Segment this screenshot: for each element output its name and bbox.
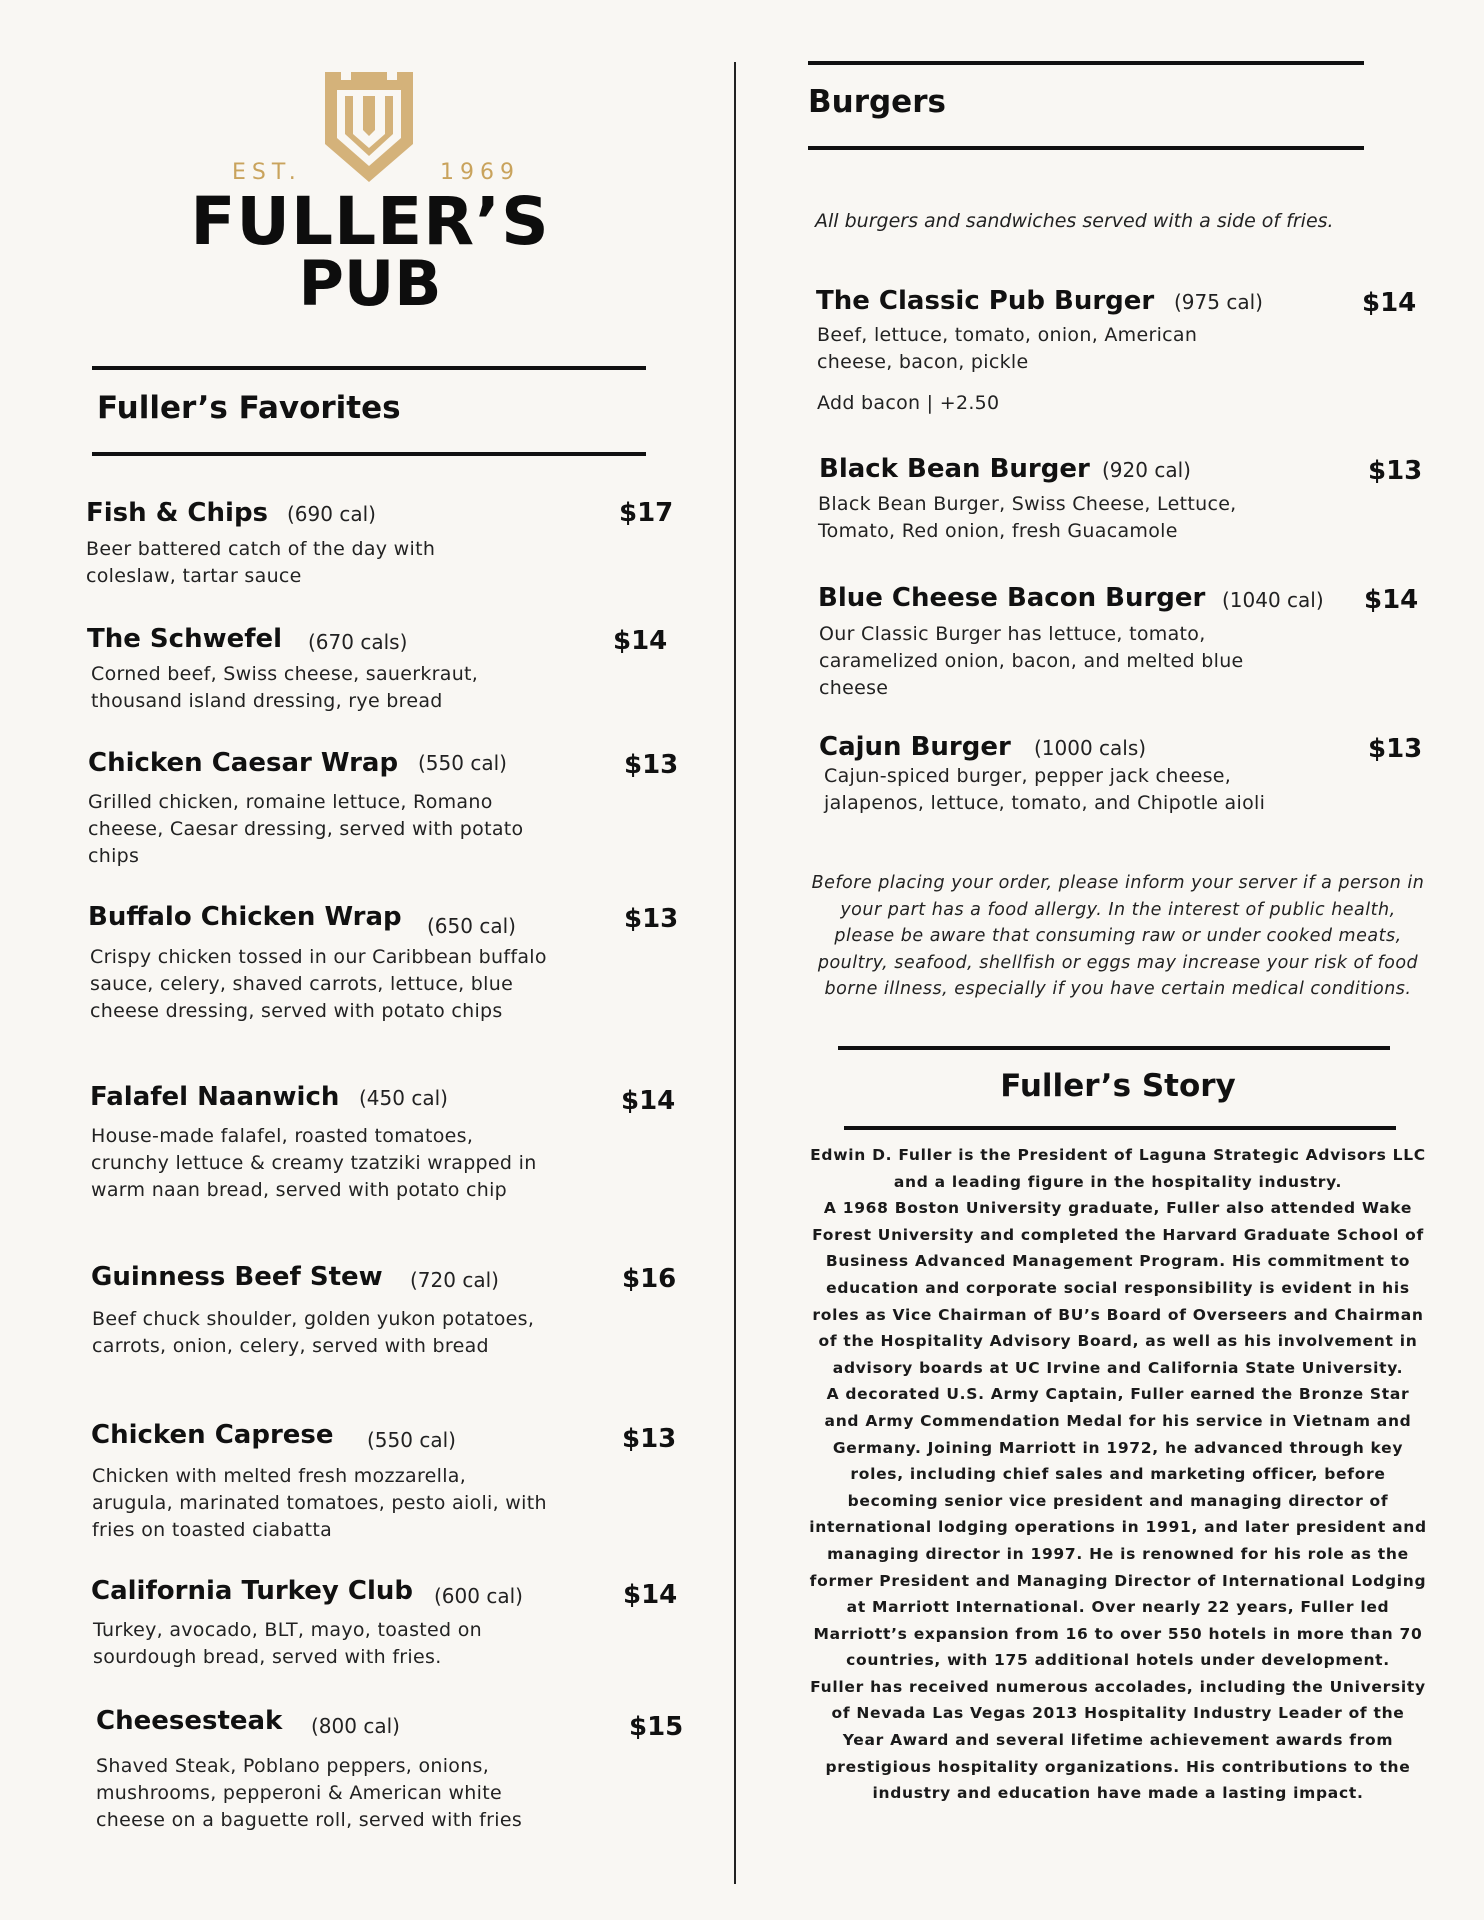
castle-shield-logo-icon (323, 72, 415, 182)
brand-name-line1: FULLER’S (190, 183, 550, 260)
menu-item-price: $13 (622, 1424, 677, 1454)
menu-item-description: Our Classic Burger has lettuce, tomato, caramelized onion, bacon, and melted blue cheese (819, 623, 1244, 699)
menu-item-price: $14 (623, 1580, 678, 1610)
menu-item-description: Crispy chicken tossed in our Caribbean buffalo sauce, celery, shaved carrots, lettuce, blue cheese dressing, served with potato chips (90, 946, 547, 1022)
section-divider (838, 1046, 1390, 1050)
column-divider (734, 62, 736, 1884)
menu-item-price: $13 (624, 750, 679, 780)
menu-item-price: $16 (622, 1264, 677, 1294)
section-divider (808, 61, 1364, 65)
menu-item-description: Chicken with melted fresh mozzarella, arugula, marinated tomatoes, pesto aioli, with fries on toasted ciabatta (92, 1465, 547, 1541)
menu-item-price: $13 (624, 904, 679, 934)
menu-item-calories: (920 cal) (1102, 458, 1191, 482)
menu-item-name: California Turkey Club (91, 1576, 414, 1606)
menu-item-calories: (550 cal) (418, 751, 507, 775)
menu-item-description: Grilled chicken, romaine lettuce, Romano cheese, Caesar dressing, served with potato chips (88, 791, 524, 867)
menu-item-description: Beer battered catch of the day with coleslaw, tartar sauce (86, 538, 436, 587)
story-paragraph: Fuller has received numerous accolades, including the University of Nevada Las Vegas 2013 Hospitality Industry Leader of the Year Award and several lifetime achievement awards from prestigious hospitality organizations. His contributions to the industry and education have made a lasting impact. (810, 1677, 1426, 1803)
menu-item-name: Guinness Beef Stew (91, 1262, 383, 1292)
menu-item-price: $14 (1362, 288, 1417, 318)
menu-item-price: $15 (629, 1712, 684, 1742)
menu-item-calories: (800 cal) (311, 1714, 400, 1738)
section-divider (92, 452, 646, 456)
menu-item-price: $13 (1368, 456, 1423, 486)
menu-item-calories: (1000 cals) (1034, 736, 1147, 760)
section-divider (844, 1126, 1396, 1130)
menu-item-name: Falafel Naanwich (90, 1082, 340, 1112)
menu-item-name: Cheesesteak (96, 1706, 283, 1736)
menu-item-name: The Classic Pub Burger (816, 286, 1155, 316)
menu-item-name: Chicken Caesar Wrap (88, 748, 399, 778)
menu-item-name: Black Bean Burger (819, 454, 1090, 484)
section-title-burgers: Burgers (808, 84, 946, 120)
menu-item-calories: (975 cal) (1174, 290, 1263, 314)
allergy-notice: Before placing your order, please inform your server if a person in your part has a food allergy. In the interest of public health, please be aware that consuming raw or under cooked meats, poultry, seafood, shellfish or eggs may increase your risk of food borne illness, especially if you have certain medical conditions. (811, 873, 1425, 999)
menu-item-calories: (600 cal) (434, 1584, 523, 1608)
menu-item-description: Shaved Steak, Poblano peppers, onions, mushrooms, pepperoni & American white cheese on a baguette roll, served with fries (96, 1755, 523, 1831)
menu-item-name: Buffalo Chicken Wrap (88, 902, 402, 932)
menu-item-name: The Schwefel (87, 624, 283, 654)
menu-item-description: Black Bean Burger, Swiss Cheese, Lettuce, Tomato, Red onion, fresh Guacamole (818, 493, 1237, 542)
section-divider (808, 146, 1364, 150)
menu-item-calories: (650 cal) (427, 914, 516, 938)
menu-item-name: Fish & Chips (86, 498, 269, 528)
menu-item-calories: (720 cal) (410, 1268, 499, 1292)
menu-item-calories: (690 cal) (287, 502, 376, 526)
menu-item-description: Turkey, avocado, BLT, mayo, toasted on sourdough bread, served with fries. (93, 1619, 482, 1668)
menu-item-price: $17 (619, 498, 674, 528)
section-title-favorites: Fuller’s Favorites (97, 390, 401, 426)
section-divider (92, 366, 646, 370)
story-body (808, 1142, 1428, 1807)
menu-item-description: Beef chuck shoulder, golden yukon potatoes, carrots, onion, celery, served with bread (92, 1308, 535, 1357)
established-year: 1969 (440, 160, 520, 185)
menu-item-price: $14 (1364, 585, 1419, 615)
menu-item-description: Corned beef, Swiss cheese, sauerkraut, thousand island dressing, rye bread (91, 663, 479, 712)
menu-item-name: Chicken Caprese (91, 1420, 334, 1450)
story-paragraph: Edwin D. Fuller is the President of Laguna Strategic Advisors LLC and a leading figure in the hospitality industry. (810, 1146, 1426, 1191)
brand-name-line2: PUB (298, 247, 442, 320)
story-paragraph: A 1968 Boston University graduate, Fuller also attended Wake Forest University and completed the Harvard Graduate School of Business Advanced Management Program. His commitment to education and corporate social responsibility is evident in his roles as Vice Chairman of BU’s Board of Overseers and Chairman of the Hospitality Advisory Board, as well as his involvement in advisory boards at UC Irvine and California State University. (812, 1199, 1424, 1377)
menu-item-description: Cajun-spiced burger, pepper jack cheese, jalapenos, lettuce, tomato, and Chipotle aioli (824, 765, 1266, 814)
menu-item-description: Beef, lettuce, tomato, onion, American cheese, bacon, pickle (817, 324, 1198, 373)
menu-item-calories: (1040 cal) (1222, 588, 1324, 612)
menu-item-name: Cajun Burger (819, 732, 1011, 762)
menu-item-calories: (450 cal) (359, 1086, 448, 1110)
story-paragraph: A decorated U.S. Army Captain, Fuller earned the Bronze Star and Army Commendation Medal for his service in Vietnam and Germany. Joining Marriott in 1972, he advanced through key roles, including chief sales and marketing officer, before becoming senior vice president and managing director of international lodging operations in 1991, and later president and managing director in 1997. He is renowned for his role as the former President and Managing Director of International Lodging at Marriott International. Over nearly 22 years, Fuller led Marriott’s expansion from 16 to over 550 hotels in more than 70 countries, with 175 additional hotels under development. (809, 1385, 1427, 1670)
menu-item-calories: (550 cal) (367, 1428, 456, 1452)
menu-item-price: $13 (1368, 734, 1423, 764)
menu-item-description: House-made falafel, roasted tomatoes, crunchy lettuce & creamy tzatziki wrapped in warm naan bread, served with potato chip (91, 1125, 537, 1201)
menu-item-price: $14 (613, 626, 668, 656)
menu-item-price: $14 (621, 1086, 676, 1116)
menu-item-name: Blue Cheese Bacon Burger (818, 583, 1206, 613)
fries-note: All burgers and sandwiches served with a side of fries. (815, 210, 1334, 232)
established-label: EST. (232, 160, 302, 185)
menu-item-addon: Add bacon | +2.50 (817, 392, 1000, 414)
menu-item-calories: (670 cals) (308, 630, 408, 654)
section-title-story: Fuller’s Story (1000, 1068, 1236, 1104)
